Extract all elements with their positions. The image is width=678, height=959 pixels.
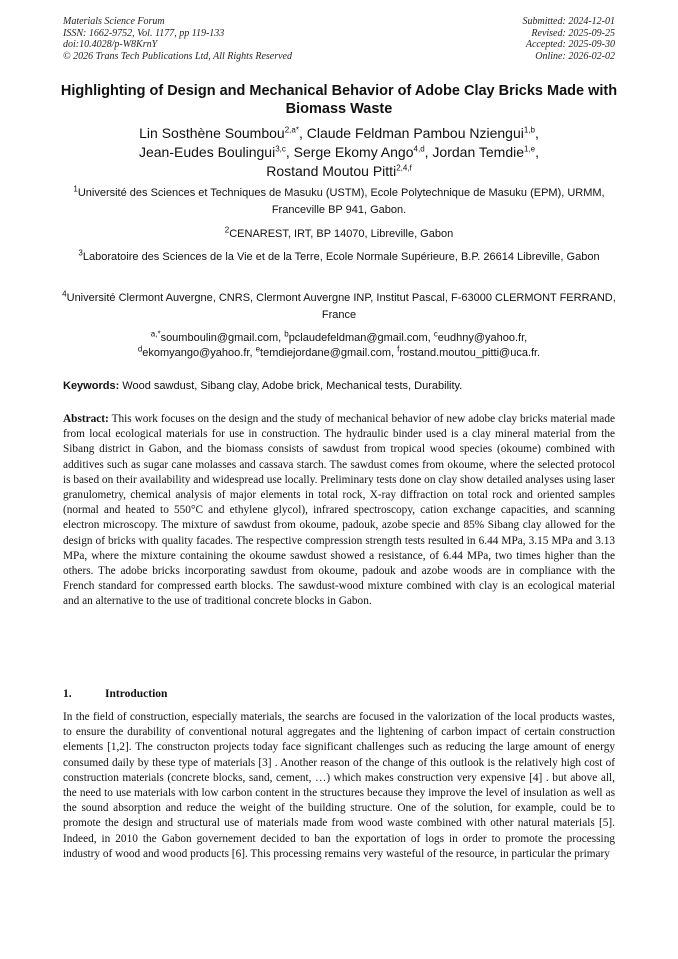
author-list [40,124,638,181]
email-address: pclaudefeldman@gmail.com, [288,332,434,344]
author-separator: , [535,144,540,160]
affiliation-3 [60,249,618,266]
section-title: Introduction [105,688,168,700]
email-mark: d [137,344,143,354]
email-address: soumboulin@gmail.com, [160,332,285,344]
affiliation-number: 2 [224,225,230,235]
affiliation-1 [60,185,618,219]
issn-line: ISSN: 1662-9752, Vol. 1177, pp 119-133 [63,27,225,39]
section-heading [63,687,615,701]
email-address: ekomyango@yahoo.fr, [142,347,256,359]
revised-date: Revised: 2025-09-25 [531,27,615,39]
journal-info [63,16,292,62]
keywords [63,379,615,393]
author-affiliation-mark: 1,e [524,144,536,154]
keywords-text: Wood sawdust, Sibang clay, Adobe brick, Mechanical tests, Durability. [119,380,463,392]
author-name: Serge Ekomy Ango [293,144,414,160]
author-name: Jordan Temdie [432,144,524,160]
publication-dates [523,16,616,62]
copyright-line: © 2026 Trans Tech Publications Ltd, All Rights Reserved [63,50,292,62]
affiliation-text: Laboratoire des Sciences de la Vie et de la Terre, Ecole Normale Supérieure, B.P. 26614 Libreville, Gabon [82,251,600,263]
introduction-text: In the field of construction, especially materials, the searchs are focused in the valorization of the local products wastes, to ensure the durability of conventional notural aggregates and the lightening of carbon impact of certain construction elements [1,2]. The constructon projects today face significant challenges such as reducing the large amount of energy consumed daily by these type of materials [3] . Another reason of the change of this outlook is the relatively high cost of construction materials (concrete blocks, sand, cement, …) which makes construction very expensive [4] . but above all, the need to use materials with low carbon content in the structures because they improve the level of insulation as well as the sound absorption and reduce the weight of the building structure. One of the solution, for example, could be to promote the design and structural use of materials made from wood waste combined with other natural materials [5]. Indeed, in 2010 the Gabon governement decided to ban the exportation of logs in order to promote the processing industry of wood and wood products [6]. This processing remains very wasteful of the resource, in particular the primary [63,711,615,860]
author-separator: , [285,144,294,160]
abstract-label: Abstract: [63,413,109,425]
affiliation-number: 3 [78,248,83,258]
affiliation-4 [60,290,618,324]
author-name: Claude Feldman Pambou Nziengui [306,125,524,141]
online-date: Online: 2026-02-02 [535,50,615,62]
accepted-date: Accepted: 2025-09-30 [525,39,615,50]
author-separator: , [534,125,539,141]
affiliation-text: Université des Sciences et Techniques de Masuku (USTM), Ecole Polytechnique de Masuku (EPM), URMM, Franceville BP 941, Gabon. [77,187,605,216]
affiliation-number: 4 [62,289,67,299]
email-mark: f [397,344,400,354]
author-name: Lin Sosthène Soumbou [139,125,285,141]
email-mark: a,* [150,329,161,339]
author-separator: , [424,144,433,160]
section-number: 1. [63,688,72,700]
abstract [63,412,615,610]
paper-title: Highlighting of Design and Mechanical Behavior of Adobe Clay Bricks Made with Biomass Waste [60,83,618,117]
author-name: Jean-Eudes Boulingui [138,144,276,160]
keywords-label: Keywords: [63,380,120,392]
email-mark: e [255,344,261,354]
email-address: eudhny@yahoo.fr, [437,332,528,344]
author-emails [60,331,618,361]
email-address: rostand.moutou_pitti@uca.fr. [399,347,541,359]
author-affiliation-mark: 2,4,f [396,163,412,173]
author-affiliation-mark: 2,a* [284,125,299,135]
journal-name: Materials Science Forum [63,16,165,27]
email-address: temdiejordane@gmail.com, [260,347,398,359]
doi-line: doi:10.4028/p-W8KrnY [63,39,158,50]
affiliation-2 [60,226,618,243]
author-affiliation-mark: 1,b [523,125,535,135]
email-mark: c [433,329,438,339]
email-mark: b [284,329,289,339]
affiliation-text: CENAREST, IRT, BP 14070, Libreville, Gabon [229,228,454,240]
affiliation-text: Université Clermont Auvergne, CNRS, Clermont Auvergne INP, Institut Pascal, F-63000 CLERMONT FERRAND, France [66,292,616,321]
author-separator: , [298,125,307,141]
affiliation-number: 1 [73,184,78,194]
author-affiliation-mark: 4,d [413,144,425,154]
submitted-date: Submitted: 2024-12-01 [522,16,615,27]
author-affiliation-mark: 3,c [275,144,286,154]
abstract-text: This work focuses on the design and the study of mechanical behavior of new adobe clay bricks material made from local ecological materials for use in construction. The hydraulic binder used is a clay mineral material from the Sibang district in Gabon, and the biomass consists of sawdust from tropical wood species (okoume) combined with additives such as sugar cane molasses and cassava starch. The sawdust comes from okoume, where the selected protocol is based on their availability and widespread use locally. Preliminary tests done on clay show detailed analyses using laser granulometry, chemical analysis of major elements in total rock, X-ray diffraction on total rock and oriented samples (normal and heated to 550°C and ethylene glycol), infrared spectroscopy, cation exchange capacities, and scanning electron microscopy. The mixture of sawdust from okoume, padouk, azobe specie and 85% Sibang clay allowed for the design of bricks with quality facades. The respective compression strength tests resulted in 6.44 MPa, 3.15 MPa and 3.13 MPa, where the mixture containing the okoume sawdust showed a resistance, of 6.44 MPa, two times higher than the others. The adobe bricks incorporating sawdust from okoume, padouk and azobe woods are in compliance with the French standard for compressed earth blocks. The sawdust-wood mixture combined with clay is an ecological material and an alternative to the use of traditional concrete blocks in Gabon. [63,413,615,608]
author-name: Rostand Moutou Pitti [266,163,397,179]
